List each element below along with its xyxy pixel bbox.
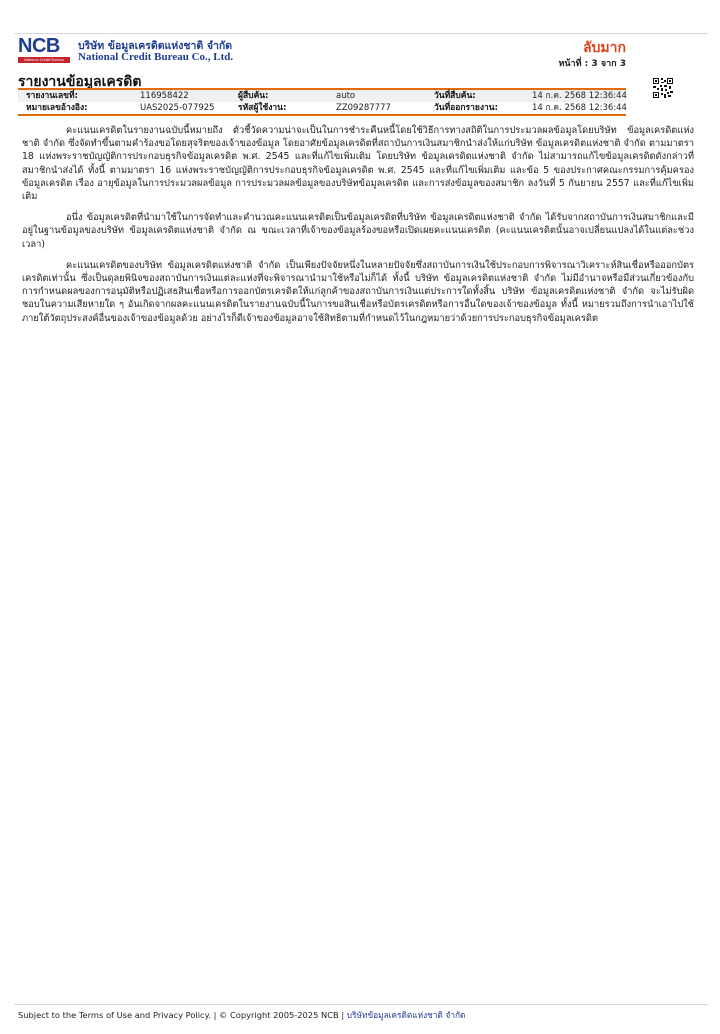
- metadata-row-2: [18, 102, 626, 116]
- metadata-row-1: [18, 90, 626, 102]
- disclaimer-paragraph-1: คะแนนเครดิตในรายงานฉบับนี้หมายถึง ตัวชี้วัดความน่าจะเป็นในการชำระคืนหนี้โดยใช้วิธีการทางสถิติในการประมวลผลข้อมูลโดยบริษัท ข้อมูลเครดิตแห่งชาติ จำกัด ซึ่งจัดทำขึ้นตามคำร้องขอโดยสุจริตของเจ้าของข้อมูล โดยอาศัยข้อมูลเครดิตที่สถาบันการเงินสมาชิกนำส่งให้แก่บริษัท ข้อมูลเครดิตแห่งชาติ จำกัด ตามมาตรา 18 แห่งพระราชบัญญัติการประกอบธุรกิจข้อมูลเครดิต พ.ศ. 2545 และที่แก้ไขเพิ่มเติม โดยบริษัท ข้อมูลเครดิตแห่งชาติ จำกัด ไม่สามารถแก้ไขข้อมูลเครดิตดังกล่าวที่สมาชิกนำส่งได้ ทั้งนี้ ตามมาตรา 16 แห่งพระราชบัญญัติการประกอบธุรกิจข้อมูลเครดิต พ.ศ. 2545 และที่แก้ไขเพิ่มเติม และข้อ 5 ของประกาศคณะกรรมการคุ้มครองข้อมูลเครดิต เรื่อง อายุข้อมูลในการประมวลผลข้อมูล การประมวลผลข้อมูลของบริษัทข้อมูลเครดิต และการส่งข้อมูลของสมาชิก ลงวันที่ 5 กันยายน 2557 และที่แก้ไขเพิ่มเติม: [22, 125, 694, 203]
- classification-label: ลับมาก: [582, 40, 626, 56]
- ncb-logo-tagline: National Credit Bureau: [18, 57, 70, 63]
- ncb-logo-mark: [18, 36, 74, 64]
- inquirer-value: auto: [336, 91, 356, 101]
- company-name-thai: บริษัท ข้อมูลเครดิตแห่งชาติ จำกัด: [78, 40, 233, 52]
- user-code-value: ZZ09287777: [336, 103, 391, 113]
- inquiry-date-value: 14 ก.ค. 2568 12:36:44: [532, 91, 627, 101]
- page-indicator: [558, 56, 626, 70]
- page-of-label: จาก: [600, 59, 617, 69]
- inquiry-date-label: วันที่สืบค้น:: [434, 91, 476, 101]
- report-no-label: รายงานเลขที่:: [26, 91, 78, 101]
- report-disclaimer-body: [22, 124, 694, 333]
- report-no-value: 116958422: [140, 91, 189, 101]
- inquirer-label: ผู้สืบค้น:: [238, 91, 269, 101]
- report-metadata-table: [18, 88, 626, 116]
- company-name-english: National Credit Bureau Co., Ltd.: [78, 51, 234, 63]
- user-code-label: รหัสผู้ใช้งาน:: [238, 103, 287, 113]
- page-label: หน้าที่ :: [558, 59, 589, 69]
- disclaimer-paragraph-3: คะแนนเครดิตของบริษัท ข้อมูลเครดิตแห่งชาติ จำกัด เป็นเพียงปัจจัยหนึ่งในหลายปัจจัยซึ่งสถาบันการเงินใช้ประกอบการพิจารณาวิเคราะห์สินเชื่อหรือออกบัตรเครดิตเท่านั้น ซึ่งเป็นดุลยพินิจของสถาบันการเงินแต่ละแห่งที่จะพิจารณานำมาใช้หรือไม่ก็ได้ ทั้งนี้ บริษัท ข้อมูลเครดิตแห่งชาติ จำกัด ไม่มีอำนาจหรือมีส่วนเกี่ยวข้องกับการกำหนดผลของการอนุมัติหรือปฏิเสธสินเชื่อหรือการออกบัตรเครดิตให้แก่ลูกค้าของสถาบันการเงินแต่ประการใดทั้งสิ้น บริษัท ข้อมูลเครดิตแห่งชาติ จำกัด จะไม่รับผิดชอบในความเสียหายใด ๆ อันเกิดจากผลคะแนนเครดิตในรายงานฉบับนี้ในการขอสินเชื่อหรือบัตรเครดิตหรือการอื่นใดของเจ้าของข้อมูล ทั้งนี้ หมายรวมถึงการนำเอาไปใช้ภายใต้วัตถุประสงค์อื่นของเจ้าของข้อมูลด้วย อย่างไรก็ดีเจ้าของข้อมูลอาจใช้สิทธิตามที่กำหนดไว้ในกฎหมายว่าด้วยการประกอบธุรกิจข้อมูลเครดิต: [22, 259, 694, 324]
- report-title: รายงานข้อมูลเครดิต: [18, 74, 142, 90]
- page-current: 3: [591, 59, 598, 69]
- header-top-divider: [14, 33, 708, 34]
- company-logo: [18, 35, 234, 64]
- reference-no-label: หมายเลขอ้างอิง:: [26, 103, 88, 113]
- disclaimer-paragraph-2: อนึ่ง ข้อมูลเครดิตที่นำมาใช้ในการจัดทำและคำนวณคะแนนเครดิตเป็นข้อมูลเครดิตที่บริษัท ข้อมูลเครดิตแห่งชาติ จำกัด ได้รับจากสถาบันการเงินสมาชิกและมีอยู่ในฐานข้อมูลของบริษัท ข้อมูลเครดิตแห่งชาติ จำกัด ณ ขณะเวลาที่เจ้าของข้อมูลร้องขอหรือเปิดเผยคะแนนเครดิต (คะแนนเครดิตนั้นอาจเปลี่ยนแปลงได้ในแต่ละช่วงเวลา): [22, 212, 694, 250]
- footer-terms-text: Subject to the Terms of Use and Privacy Policy. | © Copyright 2005-2025 NCB |: [18, 1010, 345, 1020]
- reference-no-value: UAS2025-077925: [140, 103, 215, 113]
- page-footer: [18, 1008, 465, 1022]
- page-total: 3: [619, 59, 626, 69]
- qr-code-icon: [653, 78, 673, 98]
- issue-date-value: 14 ก.ค. 2568 12:36:44: [532, 103, 627, 113]
- footer-company-link[interactable]: บริษัทข้อมูลเครดิตแห่งชาติ จำกัด: [346, 1010, 466, 1020]
- ncb-logo-text: NCB: [18, 35, 60, 57]
- footer-divider: [14, 1004, 708, 1005]
- issue-date-label: วันที่ออกรายงาน:: [434, 103, 498, 113]
